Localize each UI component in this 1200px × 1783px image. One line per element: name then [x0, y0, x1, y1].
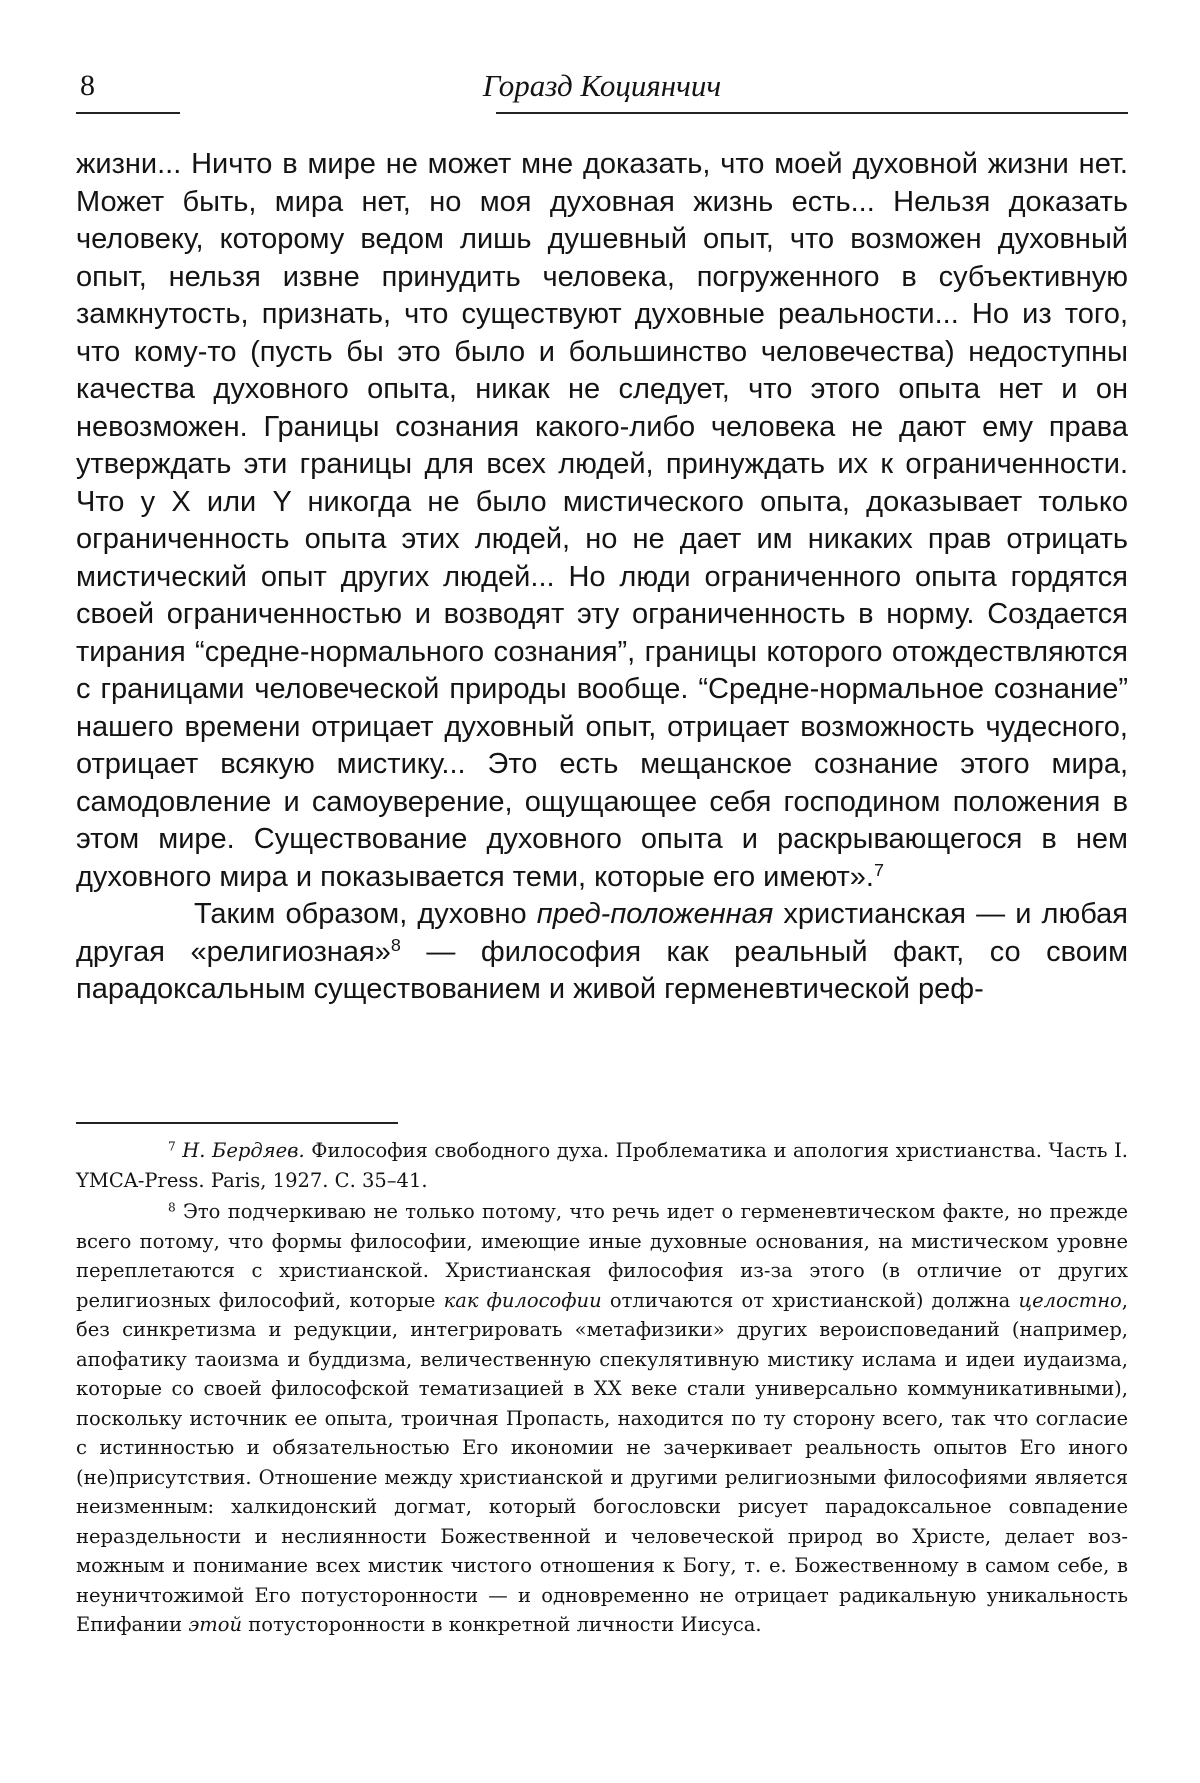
emphasis: целостно: [1018, 1288, 1122, 1312]
page-header: [76, 66, 1128, 116]
footnote-text: Философия свободного духа. Проблематика и апология христианства. Часть I. YMCA-Press. Paris, 1927. С. 35–41.: [76, 1139, 1128, 1192]
header-rule-left: [76, 112, 180, 114]
footnote: [76, 1197, 1128, 1640]
emphasis: как философии: [443, 1288, 602, 1312]
paragraph-text: — философия как реальный факт, со своим парадоксальным существованием и живой герменевтической реф-: [76, 935, 1129, 1005]
footnote-text: Это подчеркиваю не только потому, что речь идет о герменевтическом факте, но прежде всего потому, что формы философии, имеющие иные духовные основания, на мистическом уровне переплетаются с христианской. Христианская философия из-за этого (в отличие от других религиозных философий, которые: [76, 1200, 1128, 1312]
emphasis: пред-положенная: [536, 898, 774, 930]
paragraph-text: христианская — и любая другая «религиозная»: [76, 898, 1128, 968]
page-number: 8: [80, 69, 95, 102]
footnote-ref[interactable]: 8: [390, 934, 401, 955]
header-rule-right: [496, 112, 1128, 114]
footnote-text: отличаются от христианской) должна: [601, 1288, 1019, 1312]
running-head: Горазд Коциянчич: [482, 68, 722, 103]
footnote-text: потусторонности в конкретной личности Иисуса.: [242, 1613, 762, 1636]
footnote-text: , без синкретизма и редукции, интегрировать «метафизики» других вероисповеданий (например, апофатику таоизма и буддизма, величественную спекулятивную мистику ислама и идеи иудаизма, которые со своей философской тематизацией в XX веке стали универсально коммуникативными), поскольку источник ее опыта, троичная Пропасть, находится по ту сторону всего, так что согласие с истинностью и обязательностью Его икономии не зачеркивает реальность опытов Его иного (не)присутствия. Отношение между христианской и другими религиозными философиями является неизменным: халкидонский догмат, который богословски рисует парадоксальное совпадение нераздельности и неслиянности Божественной и человеческой природ во Христе, делает возможным и понимание всех мистик чистого отношения к Богу, т. е. Божественному в самом себе, в неуничтожимой Его потусторонности — и одновременно не отрицает радикальную уникальность Епифании: [76, 1288, 1128, 1636]
footnote-divider: [76, 1122, 398, 1124]
paragraph-text: жизни... Ничто в мире не может мне доказать, что моей духовной жизни нет. Может быть, мира нет, но моя духовная жизнь есть... Нельзя доказать человеку, которому ведом лишь душевный опыт, что возможен духовный опыт, нельзя извне принудить человека, погруженного в субъективную замкнутость, признать, что существуют духовные реальности... Но из того, что кому-то (пусть бы это было и большинство человечества) недоступны качества духовного опыта, никак не следует, что этого опыта нет и он невозможен. Границы сознания какого-либо человека не дают ему права утверждать эти границы для всех людей, принуждать их к ограниченности. Что у X или Y никогда не было мистического опыта, доказывает только ограниченность опыта этих людей, но не дает им никаких прав отрицать мистический опыт других людей... Но люди ограниченного опыта гордятся своей ограниченностью и возводят эту ограниченность в норму. Создается тирания “средне-нормального сознания”, границы которого отождествляются с границами человеческой природы вообще. “Средне-нормальное сознание” нашего времени отрицает духовный опыт, отрицает возможность чудесного, отрицает всякую мистику... Это есть мещанское сознание этого мира, самодовление и самоуверение, ощущающее себя господином положения в этом мире. Существование духовного опыта и раскрывающегося в нем духовного мира и показывается теми, которые его имеют».: [76, 148, 1128, 893]
footnote-ref[interactable]: 7: [873, 859, 884, 880]
main-text: [76, 146, 1128, 1009]
footnote-number: 7: [168, 1139, 176, 1154]
emphasis: этой: [188, 1613, 243, 1636]
footnote-number: 8: [168, 1200, 176, 1215]
footnotes: [76, 1136, 1128, 1642]
paragraph: [76, 146, 1128, 896]
footnote-author: Н. Бердяев.: [182, 1139, 305, 1162]
paragraph-text: Таким образом, духовно: [194, 898, 537, 930]
footnote: [76, 1136, 1128, 1195]
paragraph: [76, 896, 1128, 1009]
